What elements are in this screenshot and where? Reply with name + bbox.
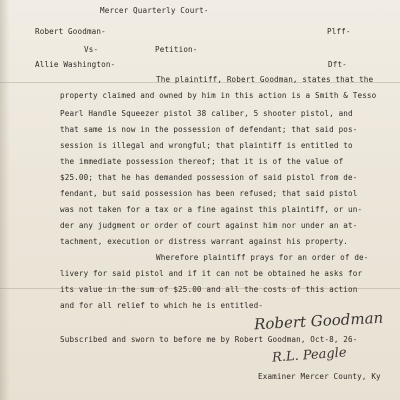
body-line: Pearl Handle Squeezer pistol 38 caliber, 5 shooter pistol, and [60,109,353,118]
body-line: its value in the sum of $25.00 and all the costs of this action [60,285,358,294]
body-line: livery for said pistol and if it can not be obtained he asks for [60,269,363,278]
plaintiff-name: Robert Goodman- [35,27,106,36]
defendant-role: Dft- [328,60,347,69]
body-line: that same is now in the possession of defendant; that said pos- [60,125,358,134]
examiner-title: Examiner Mercer County, Ky [258,372,381,381]
body-line: property claimed and owned by him in this action is a Smith & Tesso [60,91,377,100]
body-line: Wherefore plaintiff prays for an order of de- [156,253,369,262]
defendant-name: Allie Washington- [35,60,116,69]
body-line: tachment, execution or distress warrant against his property. [60,237,349,246]
body-line: The plaintiff, Robert Goodman, states that the [156,75,374,84]
page-edge-shadow [0,0,10,400]
body-line: $25.00; that he has demanded possession of said pistol from de- [60,173,358,182]
versus-label: Vs- [84,45,99,54]
plaintiff-signature: Robert Goodman [253,308,384,334]
body-line: the immediate possession thereof; that it is of the value of [60,157,344,166]
body-line: der any judgment or order of court against him nor under an at- [60,221,358,230]
plaintiff-role: Plff- [327,27,351,36]
jurat-line: Subscribed and sworn to before me by Robert Goodman, Oct-8, 26- [60,335,358,344]
body-line: session is illegal and wrongful; that plaintiff is entitled to [60,141,353,150]
court-heading: Mercer Quarterly Court- [100,6,209,15]
body-line: was not taken for a tax or a fine against this plaintiff, or un- [60,205,363,214]
document-type: Petition- [155,45,198,54]
body-line: fendant, but said possession has been refused; that said pistol [60,189,358,198]
examiner-signature: R.L. Peagle [271,345,348,366]
body-line: and for all relief to which he is entitled- [60,301,264,310]
